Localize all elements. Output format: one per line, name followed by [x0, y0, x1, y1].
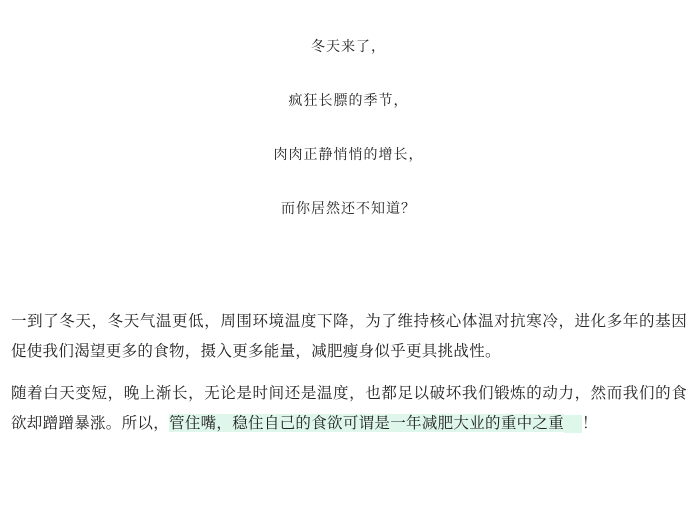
- poem-line-4: 而你居然还不知道？: [281, 201, 416, 217]
- poem-line-1: 冬天来了，: [311, 39, 386, 55]
- poem-line-3: 肉肉正静悄悄的增长，: [273, 147, 424, 163]
- paragraph-2-text: 随着白天变短，晚上渐长，无论是时间还是温度，也都足以破坏我们锻炼的动力，然而我们的食欲却蹭蹭暴涨。所以，: [11, 384, 687, 432]
- poem-line-2: 疯狂长膘的季节，: [288, 93, 409, 109]
- poem-block: [0, 38, 697, 254]
- paragraph-2: [11, 378, 687, 438]
- paragraph-1: 一到了冬天，冬天气温更低，周围环境温度下降，为了维持核心体温对抗寒冷，进化多年的基因促使我们渴望更多的食物，摄入更多能量，减肥瘦身似乎更具挑战性。: [11, 312, 687, 360]
- article-body: [11, 306, 687, 450]
- highlighted-text: 管住嘴，稳住自己的食欲可谓是一年减肥大业的重中之重: [169, 414, 565, 432]
- paragraph-2-end: ！: [582, 414, 598, 432]
- highlight-gap: [564, 415, 582, 433]
